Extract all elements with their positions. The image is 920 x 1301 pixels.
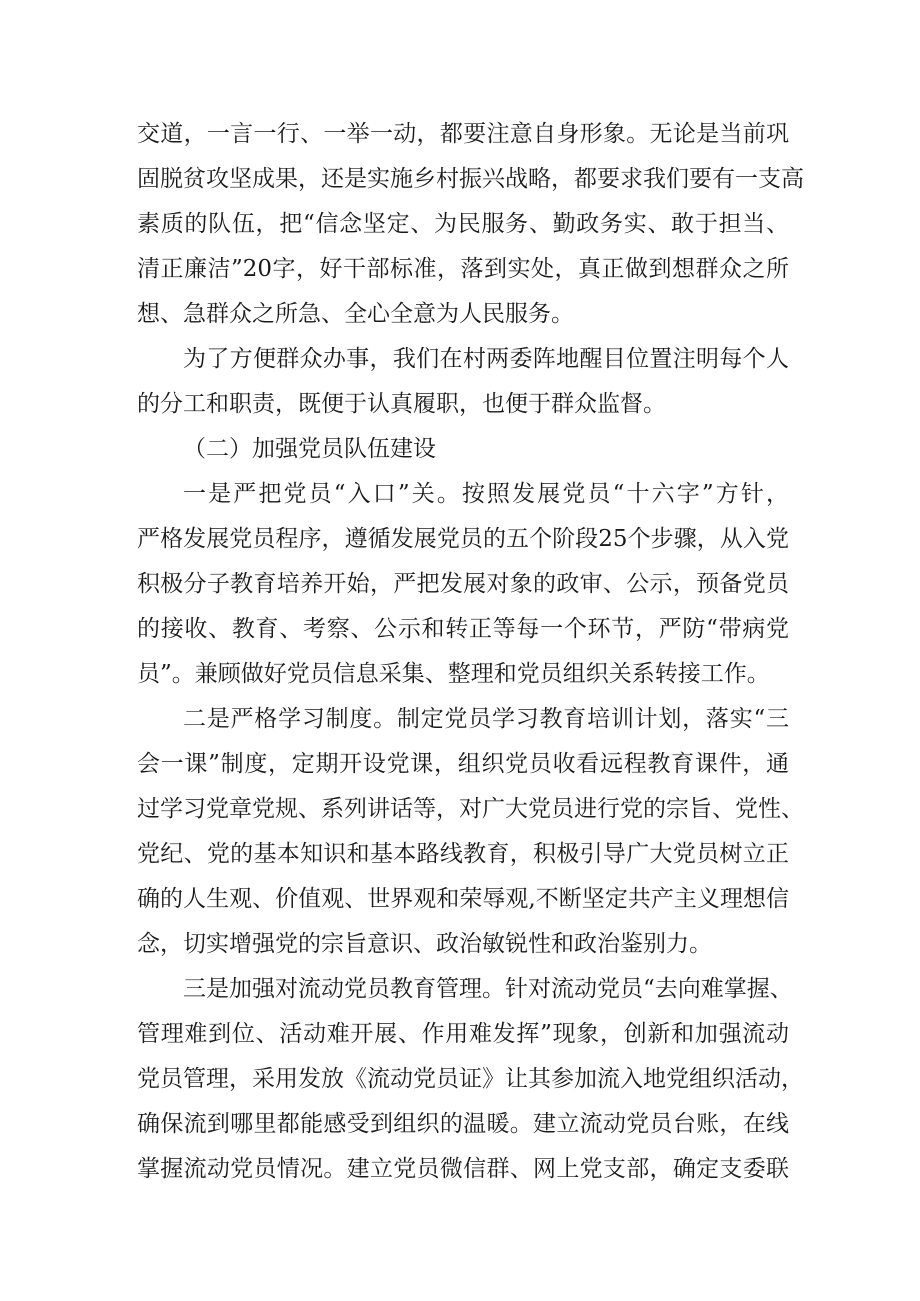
text-line: 党员管理，采用发放《流动党员证》让其参加流入地党组织活动， <box>137 1066 804 1092</box>
text-line: 想、急群众之所急、全心全意为人民服务。 <box>137 301 574 327</box>
text-line: 积极分子教育培养开始，严把发展对象的政审、公示，预备党员 <box>137 571 789 597</box>
text-line: 固脱贫攻坚成果，还是实施乡村振兴战略，都要求我们要有一支高 <box>137 166 804 192</box>
text-line: 确保流到哪里都能感受到组织的温暖。建立流动党员台账，在线 <box>137 1111 789 1137</box>
text-line: 一是严把党员“入口”关。按照发展党员“十六字”方针， <box>183 481 789 507</box>
text-line: 为了方便群众办事，我们在村两委阵地醒目位置注明每个人 <box>183 346 789 372</box>
text-line: 念，切实增强党的宗旨意识、政治敏锐性和政治鉴别力。 <box>137 931 712 957</box>
text-line: 确的人生观、价值观、世界观和荣辱观,不断坚定共产主义理想信 <box>137 886 789 912</box>
text-line: 会一课”制度，定期开设党课，组织党员收看远程教育课件，通 <box>137 751 789 777</box>
text-line: 党纪、党的基本知识和基本路线教育，积极引导广大党员树立正 <box>137 841 789 867</box>
text-line: 清正廉洁”20字，好干部标准，落到实处，真正做到想群众之所 <box>137 256 789 282</box>
text-line: 掌握流动党员情况。建立党员微信群、网上党支部，确定支委联 <box>137 1156 789 1182</box>
text-line: 交道，一言一行、一举一动，都要注意自身形象。无论是当前巩 <box>137 121 789 147</box>
text-line: 的接收、教育、考察、公示和转正等每一个环节，严防“带病党 <box>137 616 789 642</box>
section-heading: （二）加强党员队伍建设 <box>183 436 436 462</box>
text-line: 三是加强对流动党员教育管理。针对流动党员“去向难掌握、 <box>183 976 793 1002</box>
text-line: 严格发展党员程序，遵循发展党员的五个阶段25个步骤，从入党 <box>137 526 789 552</box>
text-line: 的分工和职责，既便于认真履职，也便于群众监督。 <box>137 391 666 417</box>
text-line: 员”。兼顾做好党员信息采集、整理和党员组织关系转接工作。 <box>137 661 770 687</box>
text-line: 素质的队伍，把“信念坚定、为民服务、勤政务实、敢于担当、 <box>137 211 789 237</box>
text-line: 过学习党章党规、系列讲话等，对广大党员进行党的宗旨、党性、 <box>137 796 804 822</box>
text-line: 管理难到位、活动难开展、作用难发挥”现象，创新和加强流动 <box>137 1021 789 1047</box>
text-line: 二是严格学习制度。制定党员学习教育培训计划，落实“三 <box>183 706 789 732</box>
